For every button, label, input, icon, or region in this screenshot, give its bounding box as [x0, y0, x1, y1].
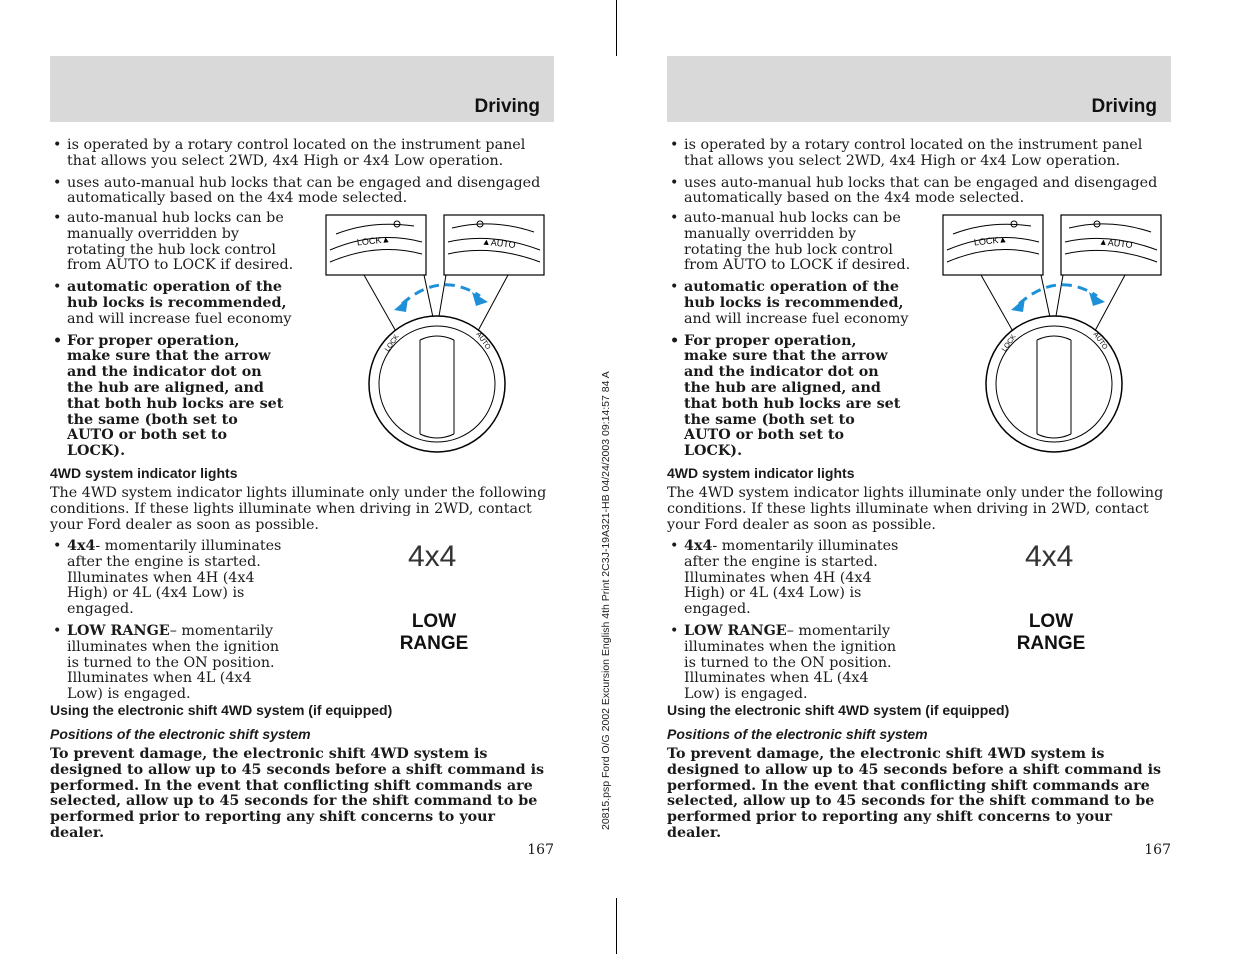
- list-item: • For proper operation, make sure that the arrow and the indicator dot on the hub are aligned, and that both hub locks are set the same (both set to AUTO or both set to LOCK).: [667, 334, 904, 460]
- section-subheading: Positions of the electronic shift system: [50, 726, 311, 742]
- section-heading: 4WD system indicator lights: [667, 465, 855, 481]
- list-item: [50, 624, 288, 703]
- page-number: 167: [1144, 842, 1171, 858]
- section-heading: 4WD system indicator lights: [50, 465, 238, 481]
- body-text: and will increase fuel economy: [684, 310, 909, 327]
- bullet-list-hub: [667, 211, 912, 466]
- low-text: LOW: [411, 611, 457, 632]
- section-paragraph: The 4WD system indicator lights illuminate only under the following conditions. If these lights illuminate when driving in 2WD, contact your Ford dealer as soon as possible.: [50, 485, 547, 533]
- list-item: • auto-manual hub locks can be manually overridden by rotating the hub lock control from AUTO to LOCK if desired.: [667, 211, 912, 274]
- list-item: • is operated by a rotary control located on the instrument panel that allows you select 2WD, 4x4 High or 4x4 Low operation.: [667, 138, 1167, 170]
- bullet-list-top: [50, 138, 550, 213]
- indicator-4x4-symbol: 4x4: [1025, 540, 1074, 573]
- dial-auto-label: AUTO: [1091, 331, 1109, 351]
- list-item: • uses auto-manual hub locks that can be engaged and disengaged automatically based on the 4x4 mode selected.: [50, 176, 550, 208]
- rotation-arrow: [402, 285, 480, 304]
- bold-text: 4x4: [684, 538, 713, 554]
- page-title: Driving: [1091, 96, 1157, 117]
- lock-label: LOCK▲: [356, 234, 391, 248]
- dial-lock-label: LOCK: [1001, 333, 1018, 354]
- list-item: • For proper operation, make sure that the arrow and the indicator dot on the hub are aligned, and that both hub locks are set the same (both set to AUTO or both set to LOCK).: [50, 334, 287, 460]
- bold-text: automatic operation of the hub locks is recommended,: [684, 279, 904, 311]
- list-item: [667, 280, 912, 327]
- crop-mark-top: [616, 0, 617, 56]
- body-text: and will increase fuel economy: [67, 310, 292, 327]
- dial-lock-label: LOCK: [384, 333, 401, 354]
- section-heading: Using the electronic shift 4WD system (if equipped): [50, 702, 393, 718]
- print-slug: 20815.psp Ford O/G 2002 Excursion English 4th Print 2C3J-19A321-HB 04/24/2003 09:14:57 84 A: [600, 371, 612, 830]
- list-item: • uses auto-manual hub locks that can be engaged and disengaged automatically based on the 4x4 mode selected.: [667, 176, 1167, 208]
- list-item: • auto-manual hub locks can be manually overridden by rotating the hub lock control from AUTO to LOCK if desired.: [50, 211, 295, 274]
- bullet-list-top: [667, 138, 1167, 213]
- indicator-low-range-symbol: [1011, 611, 1091, 655]
- indicator-list: [50, 539, 288, 709]
- list-item: • is operated by a rotary control located on the instrument panel that allows you select 2WD, 4x4 High or 4x4 Low operation.: [50, 138, 550, 170]
- section-paragraph: The 4WD system indicator lights illuminate only under the following conditions. If these lights illuminate when driving in 2WD, contact your Ford dealer as soon as possible.: [667, 485, 1164, 533]
- warning-paragraph: To prevent damage, the electronic shift 4WD system is designed to allow up to 45 seconds before a shift command is performed. In the event that conflicting shift commands are selected, allow up to 45 seconds for the shift command to be performed prior to reporting any shift concerns to your dealer.: [667, 746, 1162, 841]
- bold-text: automatic operation of the hub locks is recommended,: [67, 279, 287, 311]
- list-item: [50, 280, 295, 327]
- dial-auto-label: AUTO: [474, 331, 492, 351]
- page-header: [667, 56, 1171, 122]
- auto-label: ▲AUTO: [481, 236, 517, 250]
- indicator-low-range-symbol: [394, 611, 474, 655]
- auto-label: ▲AUTO: [1098, 236, 1134, 250]
- page-right: [667, 0, 1171, 954]
- low-text: LOW: [1028, 611, 1074, 632]
- range-text: RANGE: [399, 633, 469, 654]
- range-text: RANGE: [1016, 633, 1086, 654]
- bold-text: LOW RANGE: [684, 622, 787, 639]
- lock-label: LOCK▲: [973, 234, 1008, 248]
- body-text: - momentarily illuminates after the engine is started. Illuminates when 4H (4x4 High) or 4L (4x4 Low) is engaged.: [67, 538, 282, 618]
- body-text: – momentarily illuminates when the ignition is turned to the ON position. Illuminates when 4L (4x4 Low) is engaged.: [684, 622, 897, 703]
- crop-mark-bottom: [616, 898, 617, 954]
- indicator-list: [667, 539, 905, 709]
- list-item: [50, 539, 288, 618]
- section-heading: Using the electronic shift 4WD system (if equipped): [667, 702, 1010, 718]
- hub-lock-figure: [322, 212, 550, 458]
- page-header: [50, 56, 554, 122]
- list-item: [667, 624, 905, 703]
- bold-text: 4x4: [67, 538, 96, 554]
- page-title: Driving: [474, 96, 540, 117]
- bullet-list-hub: [50, 211, 295, 466]
- hub-lock-figure: [939, 212, 1167, 458]
- section-subheading: Positions of the electronic shift system: [667, 726, 928, 742]
- bold-text: LOW RANGE: [67, 622, 170, 639]
- body-text: - momentarily illuminates after the engine is started. Illuminates when 4H (4x4 High) or 4L (4x4 Low) is engaged.: [684, 538, 899, 618]
- warning-paragraph: To prevent damage, the electronic shift 4WD system is designed to allow up to 45 seconds before a shift command is performed. In the event that conflicting shift commands are selected, allow up to 45 seconds for the shift command to be performed prior to reporting any shift concerns to your dealer.: [50, 746, 545, 841]
- list-item: [667, 539, 905, 618]
- rotation-arrow: [1019, 285, 1097, 304]
- indicator-4x4-symbol: 4x4: [408, 540, 457, 573]
- page-left: [50, 0, 554, 954]
- page-number: 167: [527, 842, 554, 858]
- body-text: – momentarily illuminates when the ignition is turned to the ON position. Illuminates when 4L (4x4 Low) is engaged.: [67, 622, 280, 703]
